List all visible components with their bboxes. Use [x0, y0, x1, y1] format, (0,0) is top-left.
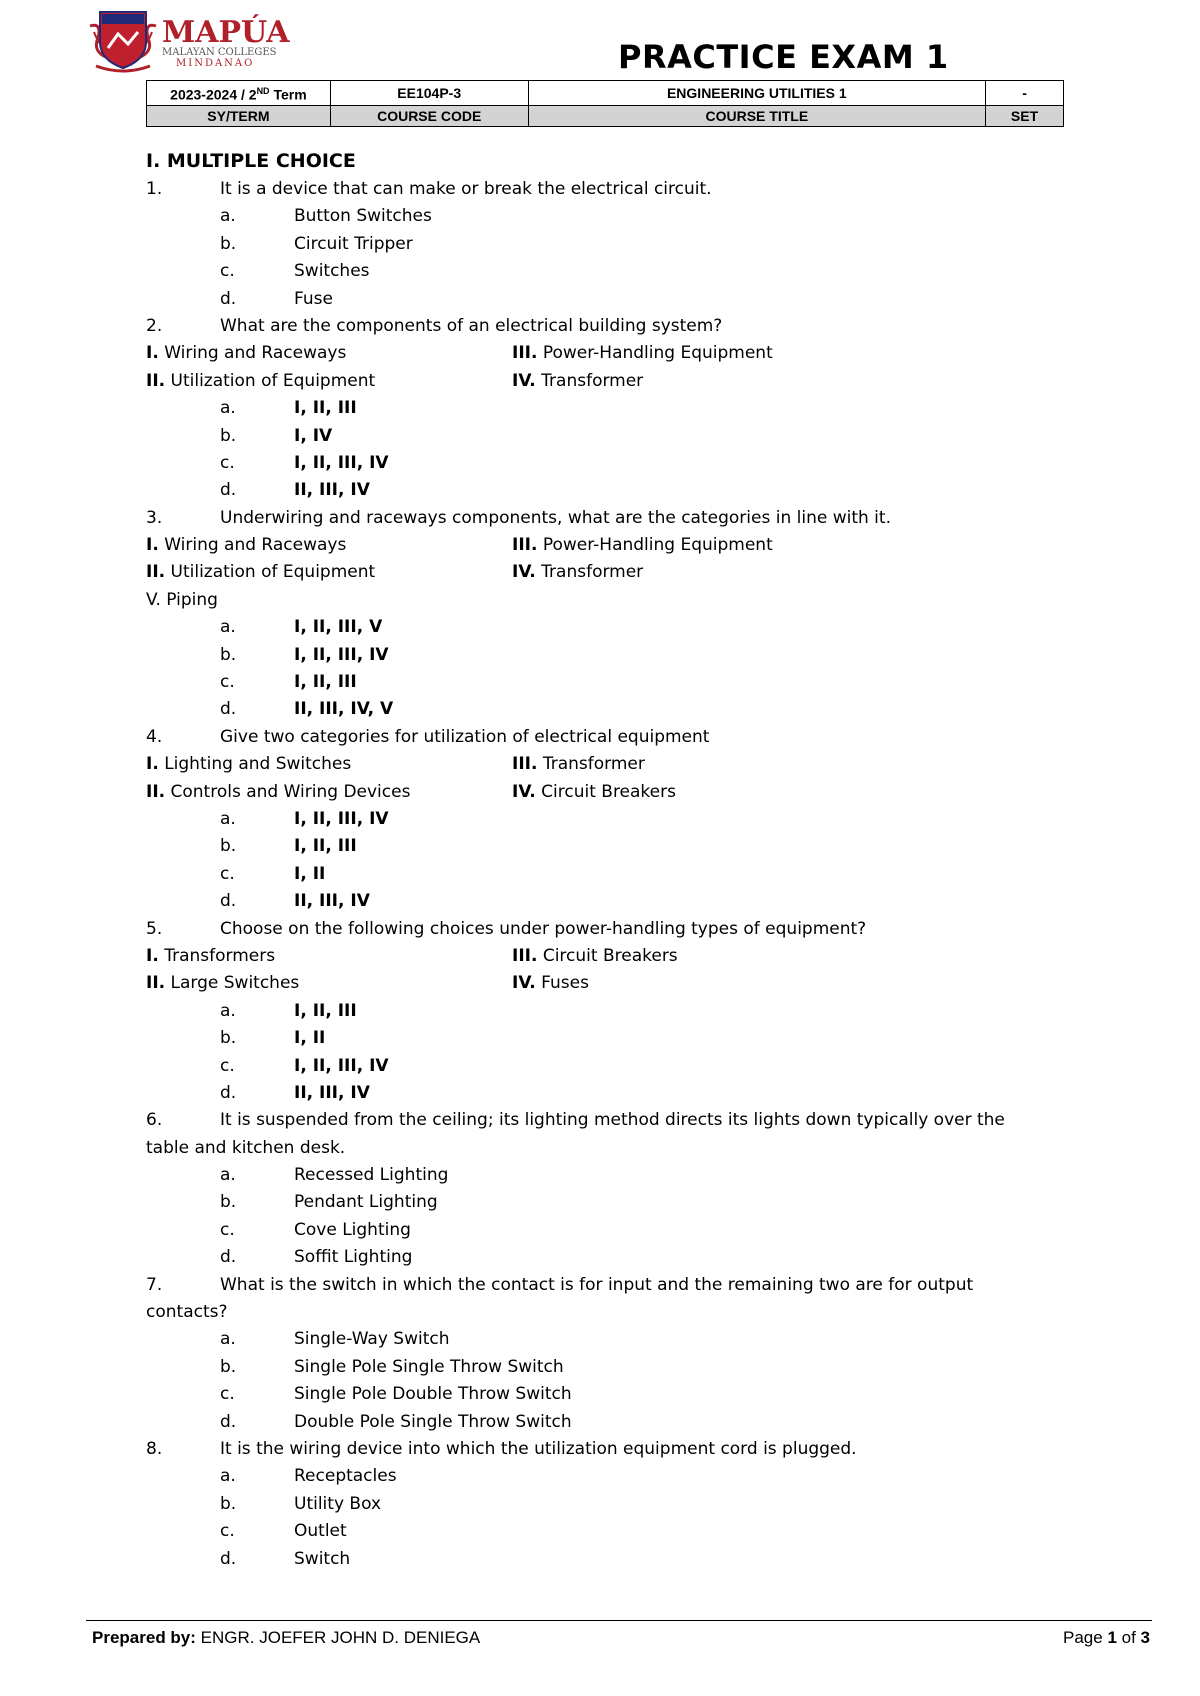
logo-text: MAPÚA [162, 15, 290, 50]
option-letter: d. [220, 1247, 237, 1268]
course-info-labels [147, 105, 1064, 126]
option-letter: c. [220, 1521, 235, 1542]
statement-numeral: IV. [512, 562, 536, 583]
option-text: I, II [294, 1028, 326, 1049]
answer-option [146, 395, 1064, 422]
statement-row [146, 532, 1064, 559]
statement-numeral: IV. [512, 973, 536, 994]
statement-item [146, 532, 512, 559]
prepared-name: ENGR. JOEFER JOHN D. DENIEGA [195, 1628, 481, 1647]
answer-option [146, 614, 1064, 641]
statement-item [512, 970, 589, 997]
option-text: I, II, III, IV [294, 808, 389, 829]
option-letter: a. [220, 1000, 236, 1021]
option-text: Switch [294, 1548, 351, 1569]
option-letter: a. [220, 1466, 236, 1487]
statement-numeral: I. [146, 535, 159, 556]
option-text: I, II, III [294, 672, 357, 693]
course-code-value: EE104P-3 [330, 81, 528, 106]
option-letter: d. [220, 699, 237, 720]
footer-divider [86, 1620, 1152, 1621]
statement-row [146, 970, 1064, 997]
statement-text: Circuit Breakers [537, 945, 678, 966]
question-text: What are the components of an electrical building system? [220, 315, 723, 336]
answer-option [146, 1546, 1064, 1573]
course-title-label: COURSE TITLE [528, 105, 985, 126]
option-letter: d. [220, 1082, 237, 1103]
option-letter: c. [220, 452, 235, 473]
option-text: Pendant Lighting [294, 1192, 438, 1213]
option-letter: d. [220, 288, 237, 309]
question-stem [146, 1436, 1064, 1463]
option-letter: a. [220, 617, 236, 638]
answer-option [146, 1080, 1064, 1107]
answer-option [146, 286, 1064, 313]
statement-item [512, 532, 773, 559]
answer-option [146, 888, 1064, 915]
option-text: Recessed Lighting [294, 1165, 449, 1186]
question-text: What is the switch in which the contact is for input and the remaining two are for output [220, 1274, 974, 1295]
statement-numeral: II. [146, 781, 166, 802]
statement-item [146, 970, 512, 997]
answer-option [146, 861, 1064, 888]
question-number: 7. [146, 1274, 163, 1295]
question-text: Underwiring and raceways components, what are the categories in line with it. [220, 507, 891, 528]
answer-option [146, 696, 1064, 723]
option-letter: c. [220, 672, 235, 693]
option-letter: b. [220, 1493, 237, 1514]
option-text: I, II, III [294, 1000, 357, 1021]
option-text: Button Switches [294, 206, 432, 227]
option-letter: c. [220, 261, 235, 282]
school-logo [86, 8, 296, 76]
option-text: II, III, IV [294, 1082, 370, 1103]
answer-option [146, 1025, 1064, 1052]
option-letter: a. [220, 1165, 236, 1186]
answer-option [146, 1409, 1064, 1436]
option-letter: b. [220, 425, 237, 446]
question-stem [146, 1107, 1064, 1134]
option-text: I, II, III, V [294, 617, 383, 638]
question-text: It is a device that can make or break the electrical circuit. [220, 179, 712, 199]
option-text: Double Pole Single Throw Switch [294, 1411, 572, 1432]
statement-row [146, 368, 1064, 395]
statement-item [146, 340, 512, 367]
footer-prepared-by [92, 1628, 480, 1648]
option-text: I, II, III, IV [294, 644, 389, 665]
exam-title: PRACTICE EXAM 1 [618, 38, 949, 76]
question-number: 4. [146, 726, 163, 747]
statement-row [146, 340, 1064, 367]
statement-item [146, 943, 512, 970]
statement-text: Fuses [535, 973, 589, 994]
option-text: Single-Way Switch [294, 1329, 450, 1350]
option-letter: d. [220, 891, 237, 912]
statement-text: Power-Handling Equipment [537, 343, 773, 364]
statement-text: Lighting and Switches [158, 754, 352, 775]
question-stem [146, 916, 1064, 943]
option-text: I, II, III [294, 398, 357, 419]
statement-row [146, 751, 1064, 778]
option-text: Fuse [294, 288, 333, 309]
option-letter: b. [220, 1028, 237, 1049]
answer-option [146, 1244, 1064, 1271]
option-letter: a. [220, 1329, 236, 1350]
question-stem [146, 1272, 1064, 1299]
course-code-label: COURSE CODE [330, 105, 528, 126]
statement-item [512, 943, 678, 970]
course-title-value: ENGINEERING UTILITIES 1 [528, 81, 985, 106]
statement-item [146, 751, 512, 778]
statement-numeral: III. [512, 754, 538, 775]
option-letter: c. [220, 863, 235, 884]
set-value: - [986, 81, 1064, 106]
term-value: 2023-2024 / 2ND Term [147, 81, 331, 106]
question-stem [146, 505, 1064, 532]
answer-option [146, 450, 1064, 477]
answer-option [146, 998, 1064, 1025]
option-text: Cove Lighting [294, 1219, 411, 1240]
question-text: It is suspended from the ceiling; its lighting method directs its lights down typically over the [220, 1110, 1005, 1131]
statement-item [146, 559, 512, 586]
question-list [146, 176, 1064, 1573]
option-letter: d. [220, 1411, 237, 1432]
answer-option [146, 1217, 1064, 1244]
logo-subtitle: MALAYAN COLLEGES [162, 47, 277, 58]
statement-text: Wiring and Raceways [158, 343, 347, 364]
statement-text: Utilization of Equipment [165, 562, 376, 583]
question-text: It is the wiring device into which the utilization equipment cord is plugged. [220, 1438, 857, 1459]
option-letter: d. [220, 480, 237, 501]
option-text: Single Pole Single Throw Switch [294, 1356, 564, 1377]
statement-item: V. Piping [146, 589, 218, 610]
set-label: SET [986, 105, 1064, 126]
statement-numeral: II. [146, 562, 166, 583]
term-label: SY/TERM [147, 105, 331, 126]
option-text: I, IV [294, 425, 333, 446]
question-stem [146, 313, 1064, 340]
statement-text: Utilization of Equipment [165, 370, 376, 391]
question-number: 3. [146, 507, 163, 528]
statement-text: Controls and Wiring Devices [165, 781, 411, 802]
statement-numeral: I. [146, 343, 159, 364]
option-text: II, III, IV [294, 891, 370, 912]
question-number: 2. [146, 315, 163, 336]
answer-option [146, 642, 1064, 669]
option-text: I, II, III, IV [294, 1055, 389, 1076]
option-text: Circuit Tripper [294, 233, 413, 254]
answer-option [146, 1326, 1064, 1353]
statement-text: Circuit Breakers [535, 781, 676, 802]
option-text: I, II, III, IV [294, 452, 389, 473]
question-number: 8. [146, 1438, 163, 1459]
option-text: I, II [294, 863, 326, 884]
answer-option [146, 669, 1064, 696]
option-letter: c. [220, 1055, 235, 1076]
question-text-continued: contacts? [146, 1302, 228, 1323]
answer-option [146, 1463, 1064, 1490]
statement-numeral: III. [512, 945, 538, 966]
option-text: Soffit Lighting [294, 1247, 413, 1268]
option-letter: a. [220, 206, 236, 227]
question-text: Choose on the following choices under power-handling types of equipment? [220, 918, 867, 939]
question-number: 1. [146, 179, 163, 199]
section-heading: I. MULTIPLE CHOICE [146, 150, 356, 172]
answer-option [146, 1518, 1064, 1545]
question-number: 6. [146, 1110, 163, 1131]
statement-numeral: I. [146, 945, 159, 966]
statement-numeral: II. [146, 973, 166, 994]
statement-numeral: IV. [512, 781, 536, 802]
answer-option [146, 833, 1064, 860]
option-text: II, III, IV, V [294, 699, 394, 720]
question-number: 5. [146, 918, 163, 939]
question-text-continued: table and kitchen desk. [146, 1137, 346, 1158]
statement-numeral: IV. [512, 370, 536, 391]
option-letter: b. [220, 644, 237, 665]
statement-row [146, 943, 1064, 970]
option-text: Outlet [294, 1521, 347, 1542]
statement-text: Wiring and Raceways [158, 535, 347, 556]
statement-numeral: III. [512, 343, 538, 364]
answer-option [146, 203, 1064, 230]
option-text: I, II, III [294, 836, 357, 857]
statement-text: Large Switches [165, 973, 300, 994]
answer-option [146, 1381, 1064, 1408]
answer-option [146, 231, 1064, 258]
statement-text: Power-Handling Equipment [537, 535, 773, 556]
answer-option [146, 1053, 1064, 1080]
statement-text: Transformer [535, 562, 644, 583]
statement-item [512, 340, 773, 367]
option-letter: a. [220, 808, 236, 829]
option-letter: b. [220, 233, 237, 254]
option-letter: b. [220, 836, 237, 857]
statement-item [512, 368, 643, 395]
option-text: Switches [294, 261, 370, 282]
statement-row [146, 779, 1064, 806]
option-text: II, III, IV [294, 480, 370, 501]
logo-subtitle-2: MINDANAO [176, 58, 255, 69]
page-number: Page 1 of 3 [1063, 1628, 1150, 1647]
statement-item [146, 368, 512, 395]
option-letter: b. [220, 1356, 237, 1377]
answer-option [146, 1354, 1064, 1381]
option-letter: a. [220, 398, 236, 419]
option-text: Receptacles [294, 1466, 397, 1487]
statement-item [512, 779, 676, 806]
answer-option [146, 423, 1064, 450]
statement-item [146, 779, 512, 806]
option-letter: c. [220, 1384, 235, 1405]
option-letter: b. [220, 1192, 237, 1213]
option-letter: c. [220, 1219, 235, 1240]
option-letter: d. [220, 1548, 237, 1569]
statement-item [512, 559, 643, 586]
statement-text: Transformer [535, 370, 644, 391]
statement-numeral: I. [146, 754, 159, 775]
course-info-table [146, 80, 1064, 127]
question-text: Give two categories for utilization of electrical equipment [220, 726, 710, 747]
answer-option [146, 806, 1064, 833]
statement-row [146, 559, 1064, 586]
answer-option [146, 1189, 1064, 1216]
statement-numeral: II. [146, 370, 166, 391]
course-info-values [147, 81, 1064, 106]
answer-option [146, 258, 1064, 285]
answer-option [146, 1162, 1064, 1189]
option-text: Single Pole Double Throw Switch [294, 1384, 572, 1405]
prepared-label: Prepared by: [92, 1628, 196, 1647]
statement-text: Transformers [158, 945, 276, 966]
exam-content [146, 146, 1064, 1573]
statement-text: Transformer [537, 754, 645, 775]
question-stem [146, 724, 1064, 751]
option-text: Utility Box [294, 1493, 382, 1514]
answer-option [146, 1491, 1064, 1518]
answer-option [146, 477, 1064, 504]
statement-item [512, 751, 645, 778]
question-stem [146, 176, 1064, 203]
statement-numeral: III. [512, 535, 538, 556]
